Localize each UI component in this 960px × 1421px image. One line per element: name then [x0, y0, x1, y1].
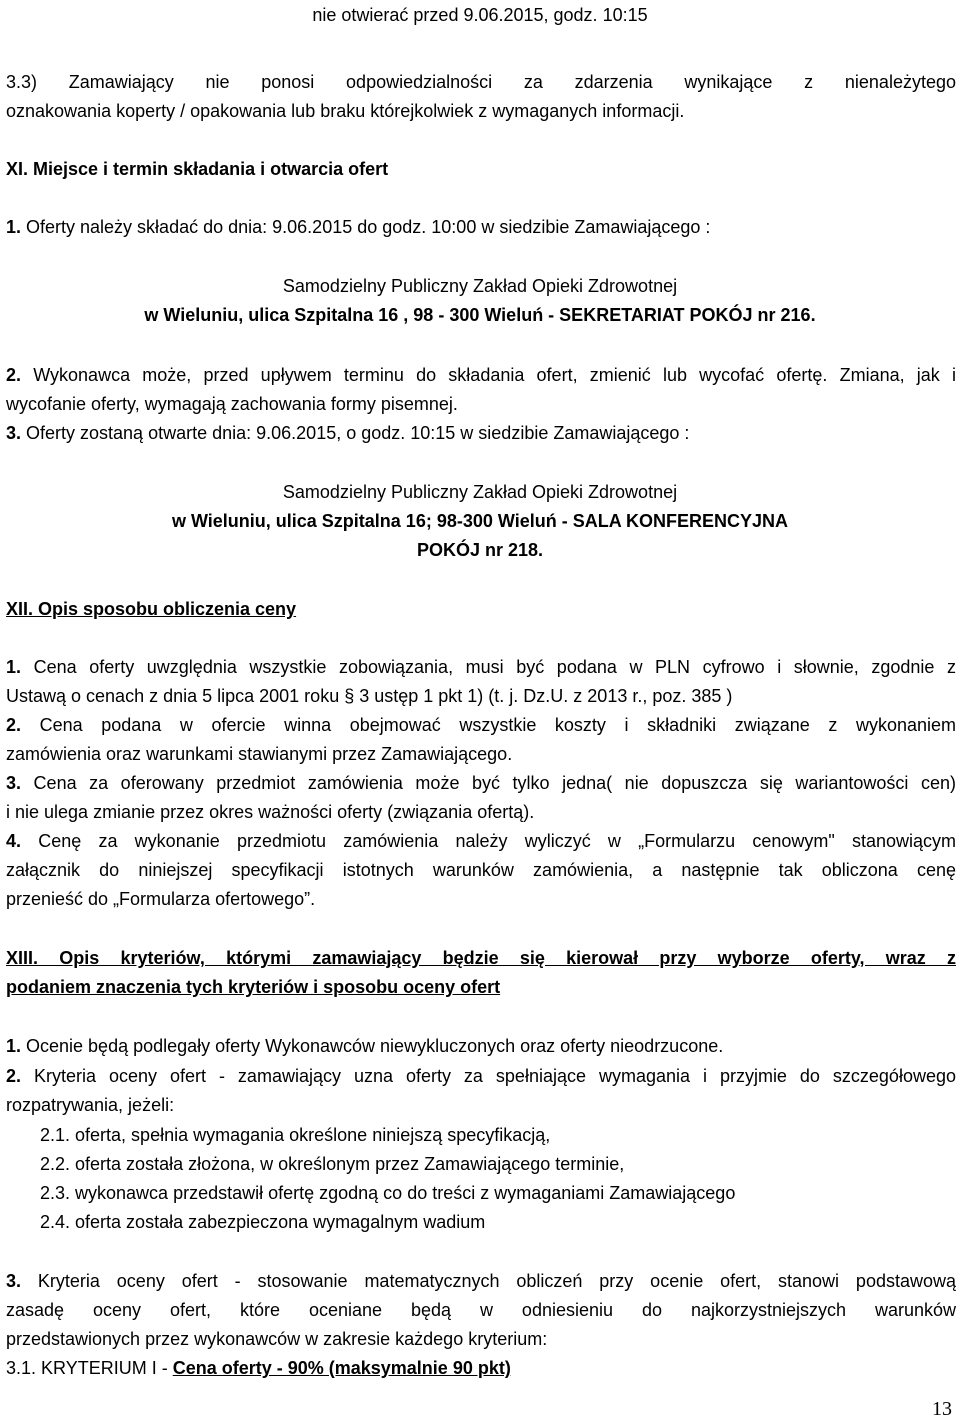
section-xiii-item-2-line1: [6, 1065, 956, 1087]
section-xii-item-4-line2: załącznik do niniejszej specyfikacji istotnych warunków zamówienia, a następnie tak obliczona cenę: [6, 860, 956, 880]
item-number: 3.: [6, 1271, 22, 1291]
sub-item-2-4: 2.4. oferta została zabezpieczona wymagalnym wadium: [40, 1212, 486, 1232]
section-xiii-heading-line2: podaniem znaczenia tych kryteriów i sposobu oceny ofert: [6, 977, 501, 997]
paragraph-3-3-line1: 3.3) Zamawiający nie ponosi odpowiedzialności za zdarzenia wynikające z nienależytego: [6, 72, 956, 92]
section-xii-item-3-line2: i nie ulega zmianie przez okres ważności oferty (związania ofertą).: [6, 802, 535, 822]
document-header: nie otwierać przed 9.06.2015, godz. 10:15: [312, 5, 648, 25]
section-xi-item-2-line1: [6, 364, 956, 386]
criterion-1: [6, 1357, 511, 1379]
section-xiii-item-3-line3: przedstawionych przez wykonawców w zakresie każdego kryterium:: [6, 1329, 548, 1349]
section-xi-item-2-line2: wycofanie oferty, wymagają zachowania formy pisemnej.: [6, 394, 458, 414]
item-number: 3.: [6, 773, 22, 793]
page-number: 13: [932, 1398, 952, 1420]
section-xi-item-3: [6, 422, 689, 444]
item-number: 3.: [6, 423, 22, 443]
criterion-1-title: Cena oferty - 90% (maksymalnie 90 pkt): [172, 1358, 511, 1378]
item-text: Ocenie będą podlegały oferty Wykonawców niewykluczonych oraz oferty nieodrzucone.: [21, 1036, 724, 1056]
section-xii-item-3-line1: [6, 772, 956, 794]
item-text: Kryteria oceny ofert - zamawiający uzna oferty za spełniające wymagania i przyjmie do szczegółowego: [21, 1066, 956, 1086]
address-2-line2: w Wieluniu, ulica Szpitalna 16; 98-300 Wieluń - SALA KONFERENCYJNA: [171, 511, 789, 531]
section-xii-item-4-line1: [6, 830, 956, 852]
section-xii-item-1-line2: Ustawą o cenach z dnia 5 lipca 2001 roku § 3 ustęp 1 pkt 1) (t. j. Dz.U. z 2013 r., poz. 385 ): [6, 686, 733, 706]
section-xiii-item-3-line1: [6, 1270, 956, 1292]
address-2-line3: POKÓJ nr 218.: [416, 540, 544, 560]
item-text: Cena podana w ofercie winna obejmować wszystkie koszty i składniki związane z wykonaniem: [21, 715, 956, 735]
item-text: Cena oferty uwzględnia wszystkie zobowiązania, musi być podana w PLN cyfrowo i słownie, zgodnie z: [21, 657, 956, 677]
item-text: Kryteria oceny ofert - stosowanie matematycznych obliczeń przy ocenie ofert, stanowi podstawową: [21, 1271, 956, 1291]
section-xii-item-4-line3: przenieść do „Formularza ofertowego”.: [6, 889, 316, 909]
item-number: 4.: [6, 831, 22, 851]
item-number: 2.: [6, 365, 22, 385]
item-text: Oferty należy składać do dnia: 9.06.2015 do godz. 10:00 w siedzibie Zamawiającego :: [21, 217, 711, 237]
section-xiii-item-1: [6, 1035, 723, 1057]
item-text: Wykonawca może, przed upływem terminu do składania ofert, zmienić lub wycofać ofertę. Zmiana, jak i: [21, 365, 956, 385]
section-xii-item-2-line2: zamówienia oraz warunkami stawianymi przez Zamawiającego.: [6, 744, 513, 764]
sub-item-2-2: 2.2. oferta została złożona, w określonym przez Zamawiającego terminie,: [40, 1154, 625, 1174]
section-xiii-item-2-line2: rozpatrywania, jeżeli:: [6, 1095, 175, 1115]
item-number: 2.: [6, 1066, 22, 1086]
item-number: 1.: [6, 657, 22, 677]
section-xi-heading: XI. Miejsce i termin składania i otwarcia ofert: [6, 159, 389, 179]
address-1-line1: Samodzielny Publiczny Zakład Opieki Zdrowotnej: [282, 276, 678, 296]
address-1-line2: w Wieluniu, ulica Szpitalna 16 , 98 - 300 Wieluń - SEKRETARIAT POKÓJ nr 216.: [144, 305, 816, 325]
section-xi-item-1: [6, 216, 710, 238]
item-number: 2.: [6, 715, 22, 735]
item-text: Cenę za wykonanie przedmiotu zamówienia należy wyliczyć w „Formularzu cenowym" stanowiącym: [21, 831, 956, 851]
item-number: 1.: [6, 217, 22, 237]
section-xii-item-2-line1: [6, 714, 956, 736]
paragraph-3-3-line2: oznakowania koperty / opakowania lub braku którejkolwiek z wymaganych informacji.: [6, 101, 685, 121]
item-text: Oferty zostaną otwarte dnia: 9.06.2015, o godz. 10:15 w siedzibie Zamawiającego :: [21, 423, 690, 443]
section-xiii-heading-line1: XIII. Opis kryteriów, którymi zamawiający będzie się kierował przy wyborze oferty, wraz z: [6, 948, 956, 968]
section-xii-item-1-line1: [6, 656, 956, 678]
address-2-line1: Samodzielny Publiczny Zakład Opieki Zdrowotnej: [282, 482, 678, 502]
criterion-1-prefix: 3.1. KRYTERIUM I -: [6, 1358, 173, 1378]
sub-item-2-1: 2.1. oferta, spełnia wymagania określone niniejszą specyfikacją,: [40, 1125, 551, 1145]
section-xiii-item-3-line2: zasadę oceny ofert, które oceniane będą w odniesieniu do najkorzystniejszych warunków: [6, 1300, 956, 1320]
sub-item-2-3: 2.3. wykonawca przedstawił ofertę zgodną co do treści z wymaganiami Zamawiającego: [40, 1183, 736, 1203]
section-xii-heading: XII. Opis sposobu obliczenia ceny: [6, 599, 297, 619]
item-number: 1.: [6, 1036, 22, 1056]
item-text: Cena za oferowany przedmiot zamówienia może być tylko jedna( nie dopuszcza się wariantowości cen): [21, 773, 956, 793]
